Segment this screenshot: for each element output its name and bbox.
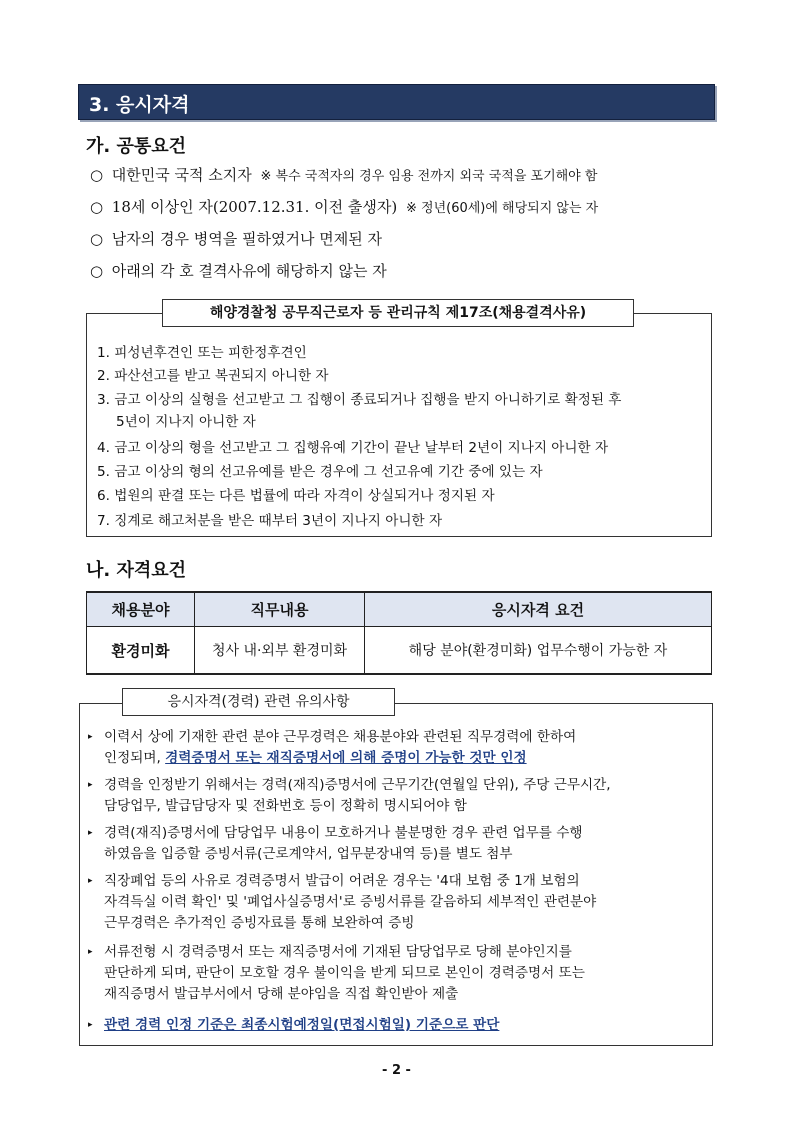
note-text: 경력을 인정받기 위해서는 경력(재직)증명서에 근무기간(연월일 단위), 주당 근무시간, [104, 777, 611, 793]
table-header-row [87, 592, 712, 627]
triangle-bullet-icon: ▸ [88, 876, 93, 886]
disqualification-title: 해양경찰청 공무직근로자 등 관리규칙 제17조(채용결격사유) [162, 299, 634, 327]
note-text: 서류전형 시 경력증명서 또는 재직증명서에 기재된 담당업무로 당해 분야인지를 [104, 944, 572, 960]
triangle-bullet-icon: ▸ [88, 828, 93, 838]
note-4 [88, 871, 694, 935]
qualification-heading: 나. 자격요건 [86, 560, 187, 581]
section-header [78, 84, 715, 120]
note-1 [88, 727, 694, 769]
common-item-3 [90, 228, 382, 249]
col-header-field: 채용분야 [87, 592, 195, 627]
cell-duty: 청사 내·외부 환경미화 [195, 627, 365, 675]
common-item-main: 18세 이상인 자(2007.12.31. 이전 출생자) [111, 198, 398, 216]
note-6 [88, 1015, 694, 1036]
triangle-bullet-icon: ▸ [88, 732, 93, 742]
circle-bullet: ○ [90, 230, 104, 248]
disqualification-item: 3. 금고 이상의 실형을 선고받고 그 집행이 종료되거나 집행을 받지 아니하기로 확정된 후 [97, 392, 622, 408]
table-row [87, 627, 712, 675]
note-text: 이력서 상에 기재한 관련 분야 근무경력은 채용분야와 관련된 직무경력에 한하여 [104, 729, 577, 745]
circle-bullet: ○ [90, 198, 104, 216]
disqualification-item: 6. 법원의 판결 또는 다른 법률에 따라 자격이 상실되거나 정지된 자 [97, 488, 495, 504]
section-title: 3. 응시자격 [89, 94, 190, 116]
col-header-requirement: 응시자격 요건 [365, 592, 712, 627]
disqualification-item: 5. 금고 이상의 형의 선고유예를 받은 경우에 그 선고유예 기간 중에 있는 자 [97, 464, 543, 480]
note-text: 판단하게 되며, 판단이 모호할 경우 불이익을 받게 되므로 본인이 경력증명서 또는 [104, 965, 585, 982]
note-highlight: 경력증명서 또는 재직증명서에 의해 증명이 가능한 것만 인정 [165, 750, 527, 767]
note-highlight: 관련 경력 인정 기준은 최종시험예정일(면접시험일) 기준으로 판단 [104, 1017, 500, 1033]
page-number: - 2 - [382, 1063, 411, 1078]
common-item-main: 아래의 각 호 결격사유에 해당하지 않는 자 [111, 262, 387, 280]
note-text: 직장폐업 등의 사유로 경력증명서 발급이 어려운 경우는 '4대 보험 중 1개 보험의 [104, 873, 580, 889]
note-5 [88, 942, 694, 1006]
note-text-part: 인정되며, [104, 750, 166, 767]
note-text: 근무경력은 추가적인 증빙자료를 통해 보완하여 증빙 [104, 915, 415, 932]
notes-title: 응시자격(경력) 관련 유의사항 [122, 688, 395, 716]
note-text: 담당업무, 발급담당자 및 전화번호 등이 정확히 명시되어야 함 [104, 798, 467, 815]
disqualification-item: 4. 금고 이상의 형을 선고받고 그 집행유예 기간이 끝난 날부터 2년이 지나지 아니한 자 [97, 440, 609, 456]
note-text: 경력(재직)증명서에 담당업무 내용이 모호하거나 불분명한 경우 관련 업무를 수행 [104, 825, 583, 841]
cell-field: 환경미화 [87, 627, 195, 675]
common-item-main: 남자의 경우 병역을 필하였거나 면제된 자 [111, 230, 382, 248]
disqualification-item: 2. 파산선고를 받고 복권되지 아니한 자 [97, 368, 329, 384]
note-text: 재직증명서 발급부서에서 당해 분야임을 직접 확인받아 제출 [104, 986, 459, 1003]
common-item-1 [90, 164, 597, 185]
common-item-4 [90, 260, 387, 281]
circle-bullet: ○ [90, 166, 104, 184]
common-heading: 가. 공통요건 [86, 136, 187, 157]
qualification-table [86, 591, 712, 675]
disqualification-item: 7. 징계로 해고처분을 받은 때부터 3년이 지나지 아니한 자 [97, 513, 443, 529]
note-text: 하였음을 입증할 증빙서류(근로계약서, 업무분장내역 등)를 별도 첨부 [104, 846, 513, 863]
note-text [104, 748, 694, 769]
common-item-note: ※ 복수 국적자의 경우 임용 전까지 외국 국적을 포기해야 함 [260, 169, 598, 184]
triangle-bullet-icon: ▸ [88, 1020, 93, 1030]
common-item-2 [90, 196, 598, 217]
note-text: 자격득실 이력 확인' 및 '폐업사실증명서'로 증빙서류를 갈음하되 세부적인 관련분야 [104, 894, 597, 911]
disqualification-item: 1. 피성년후견인 또는 피한정후견인 [97, 345, 307, 361]
common-item-note: ※ 정년(60세)에 해당되지 않는 자 [405, 201, 599, 216]
cell-requirement: 해당 분야(환경미화) 업무수행이 가능한 자 [365, 627, 712, 675]
note-3 [88, 823, 694, 865]
common-item-main: 대한민국 국적 소지자 [111, 166, 252, 184]
circle-bullet: ○ [90, 262, 104, 280]
disqualification-item-cont: 5년이 지나지 아니한 자 [116, 414, 256, 430]
triangle-bullet-icon: ▸ [88, 947, 93, 957]
triangle-bullet-icon: ▸ [88, 780, 93, 790]
col-header-duty: 직무내용 [195, 592, 365, 627]
note-2 [88, 775, 694, 817]
